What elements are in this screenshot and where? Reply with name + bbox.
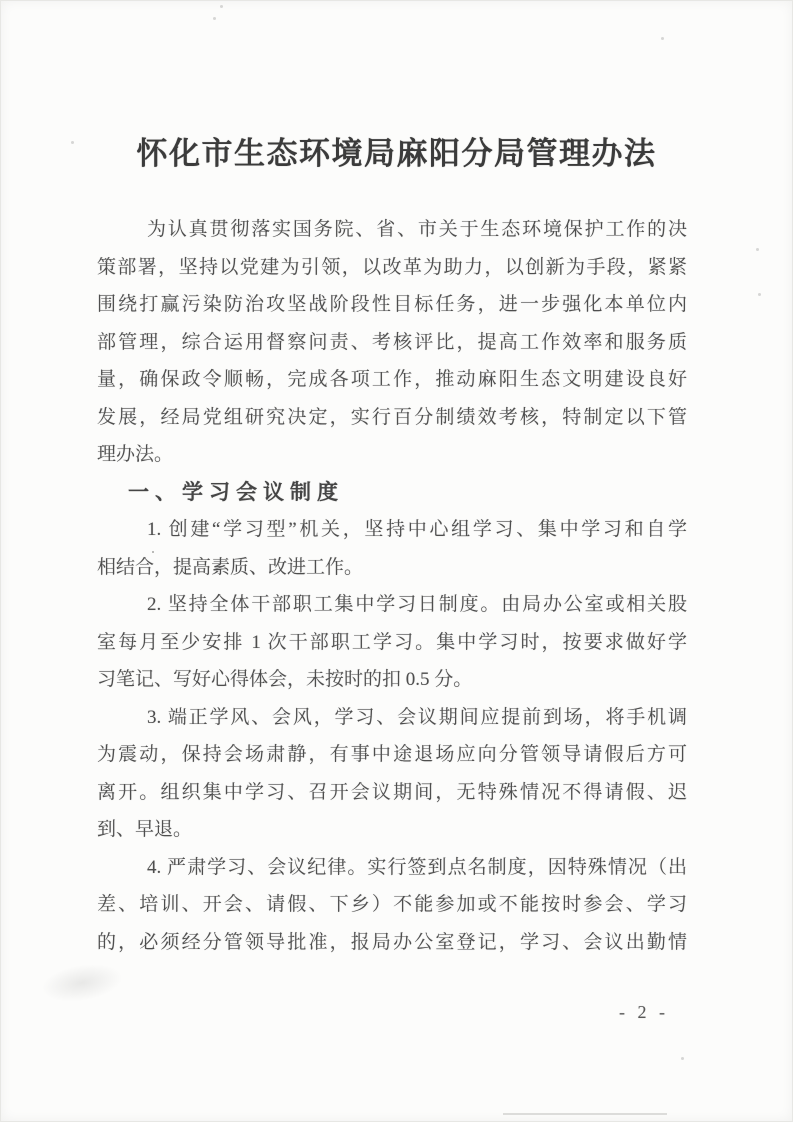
- intro-line-7: 理办法。: [97, 444, 174, 465]
- scan-speck: [756, 248, 759, 251]
- item3-line-2: 为震动，保持会场肃静，有事中途退场应向分管领导请假后方可: [97, 744, 687, 765]
- item1-line-2: 相结合，提高素质、改进工作。: [97, 556, 364, 578]
- document-title: 怀化市生态环境局麻阳分局管理办法: [136, 136, 657, 171]
- intro-line-1: 为认真贯彻落实国务院、省、市关于生态环境保护工作的决: [147, 219, 687, 240]
- scan-smudge: [39, 959, 126, 1007]
- item3-line-4: 到、早退。: [97, 819, 193, 840]
- scan-edge-artifact: [503, 1113, 667, 1115]
- intro-line-2: 策部署，坚持以党建为引领，以改革为助力，以创新为手段，紧紧: [97, 256, 687, 278]
- scan-speck: [213, 17, 216, 20]
- scan-speck: [152, 551, 154, 553]
- item3-line-1: 3. 端正学风、会风，学习、会议期间应提前到场，将手机调: [147, 706, 687, 728]
- item4-line-1: 4. 严肃学习、会议纪律。实行签到点名制度，因特殊情况（出: [147, 856, 687, 878]
- intro-line-4: 部管理，综合运用督察问责、考核评比，提高工作效率和服务质: [97, 331, 687, 353]
- document-body: [97, 211, 687, 961]
- item4-line-2: 差、培训、开会、请假、下乡）不能参加或不能按时参会、学习: [97, 894, 687, 915]
- item2-line-3: 习笔记、写好心得体会，未按时的扣 0.5 分。: [97, 669, 473, 690]
- section-heading: 一、学习会议制度: [128, 480, 344, 504]
- scan-speck: [71, 141, 74, 144]
- scan-speck: [661, 37, 664, 40]
- item4-line-3: 的，必须经分管领导批准，报局办公室登记，学习、会议出勤情: [97, 931, 687, 953]
- item1-line-1: 1. 创建“学习型”机关，坚持中心组学习、集中学习和自学: [147, 519, 687, 540]
- item3-line-3: 离开。组织集中学习、召开会议期间，无特殊情况不得请假、迟: [97, 781, 687, 803]
- scan-speck: [220, 5, 223, 8]
- page-number: - 2 -: [619, 1002, 669, 1022]
- scan-speck: [758, 293, 761, 296]
- intro-line-3: 围绕打赢污染防治攻坚战阶段性目标任务，进一步强化本单位内: [97, 294, 687, 315]
- item2-line-1: 2. 坚持全体干部职工集中学习日制度。由局办公室或相关股: [147, 594, 687, 615]
- intro-line-6: 发展，经局党组研究决定，实行百分制绩效考核，特制定以下管: [97, 406, 687, 428]
- scan-speck: [681, 1057, 684, 1060]
- item2-line-2: 室每月至少安排 1 次干部职工学习。集中学习时，按要求做好学: [97, 631, 687, 653]
- intro-line-5: 量，确保政令顺畅，完成各项工作，推动麻阳生态文明建设良好: [97, 369, 687, 390]
